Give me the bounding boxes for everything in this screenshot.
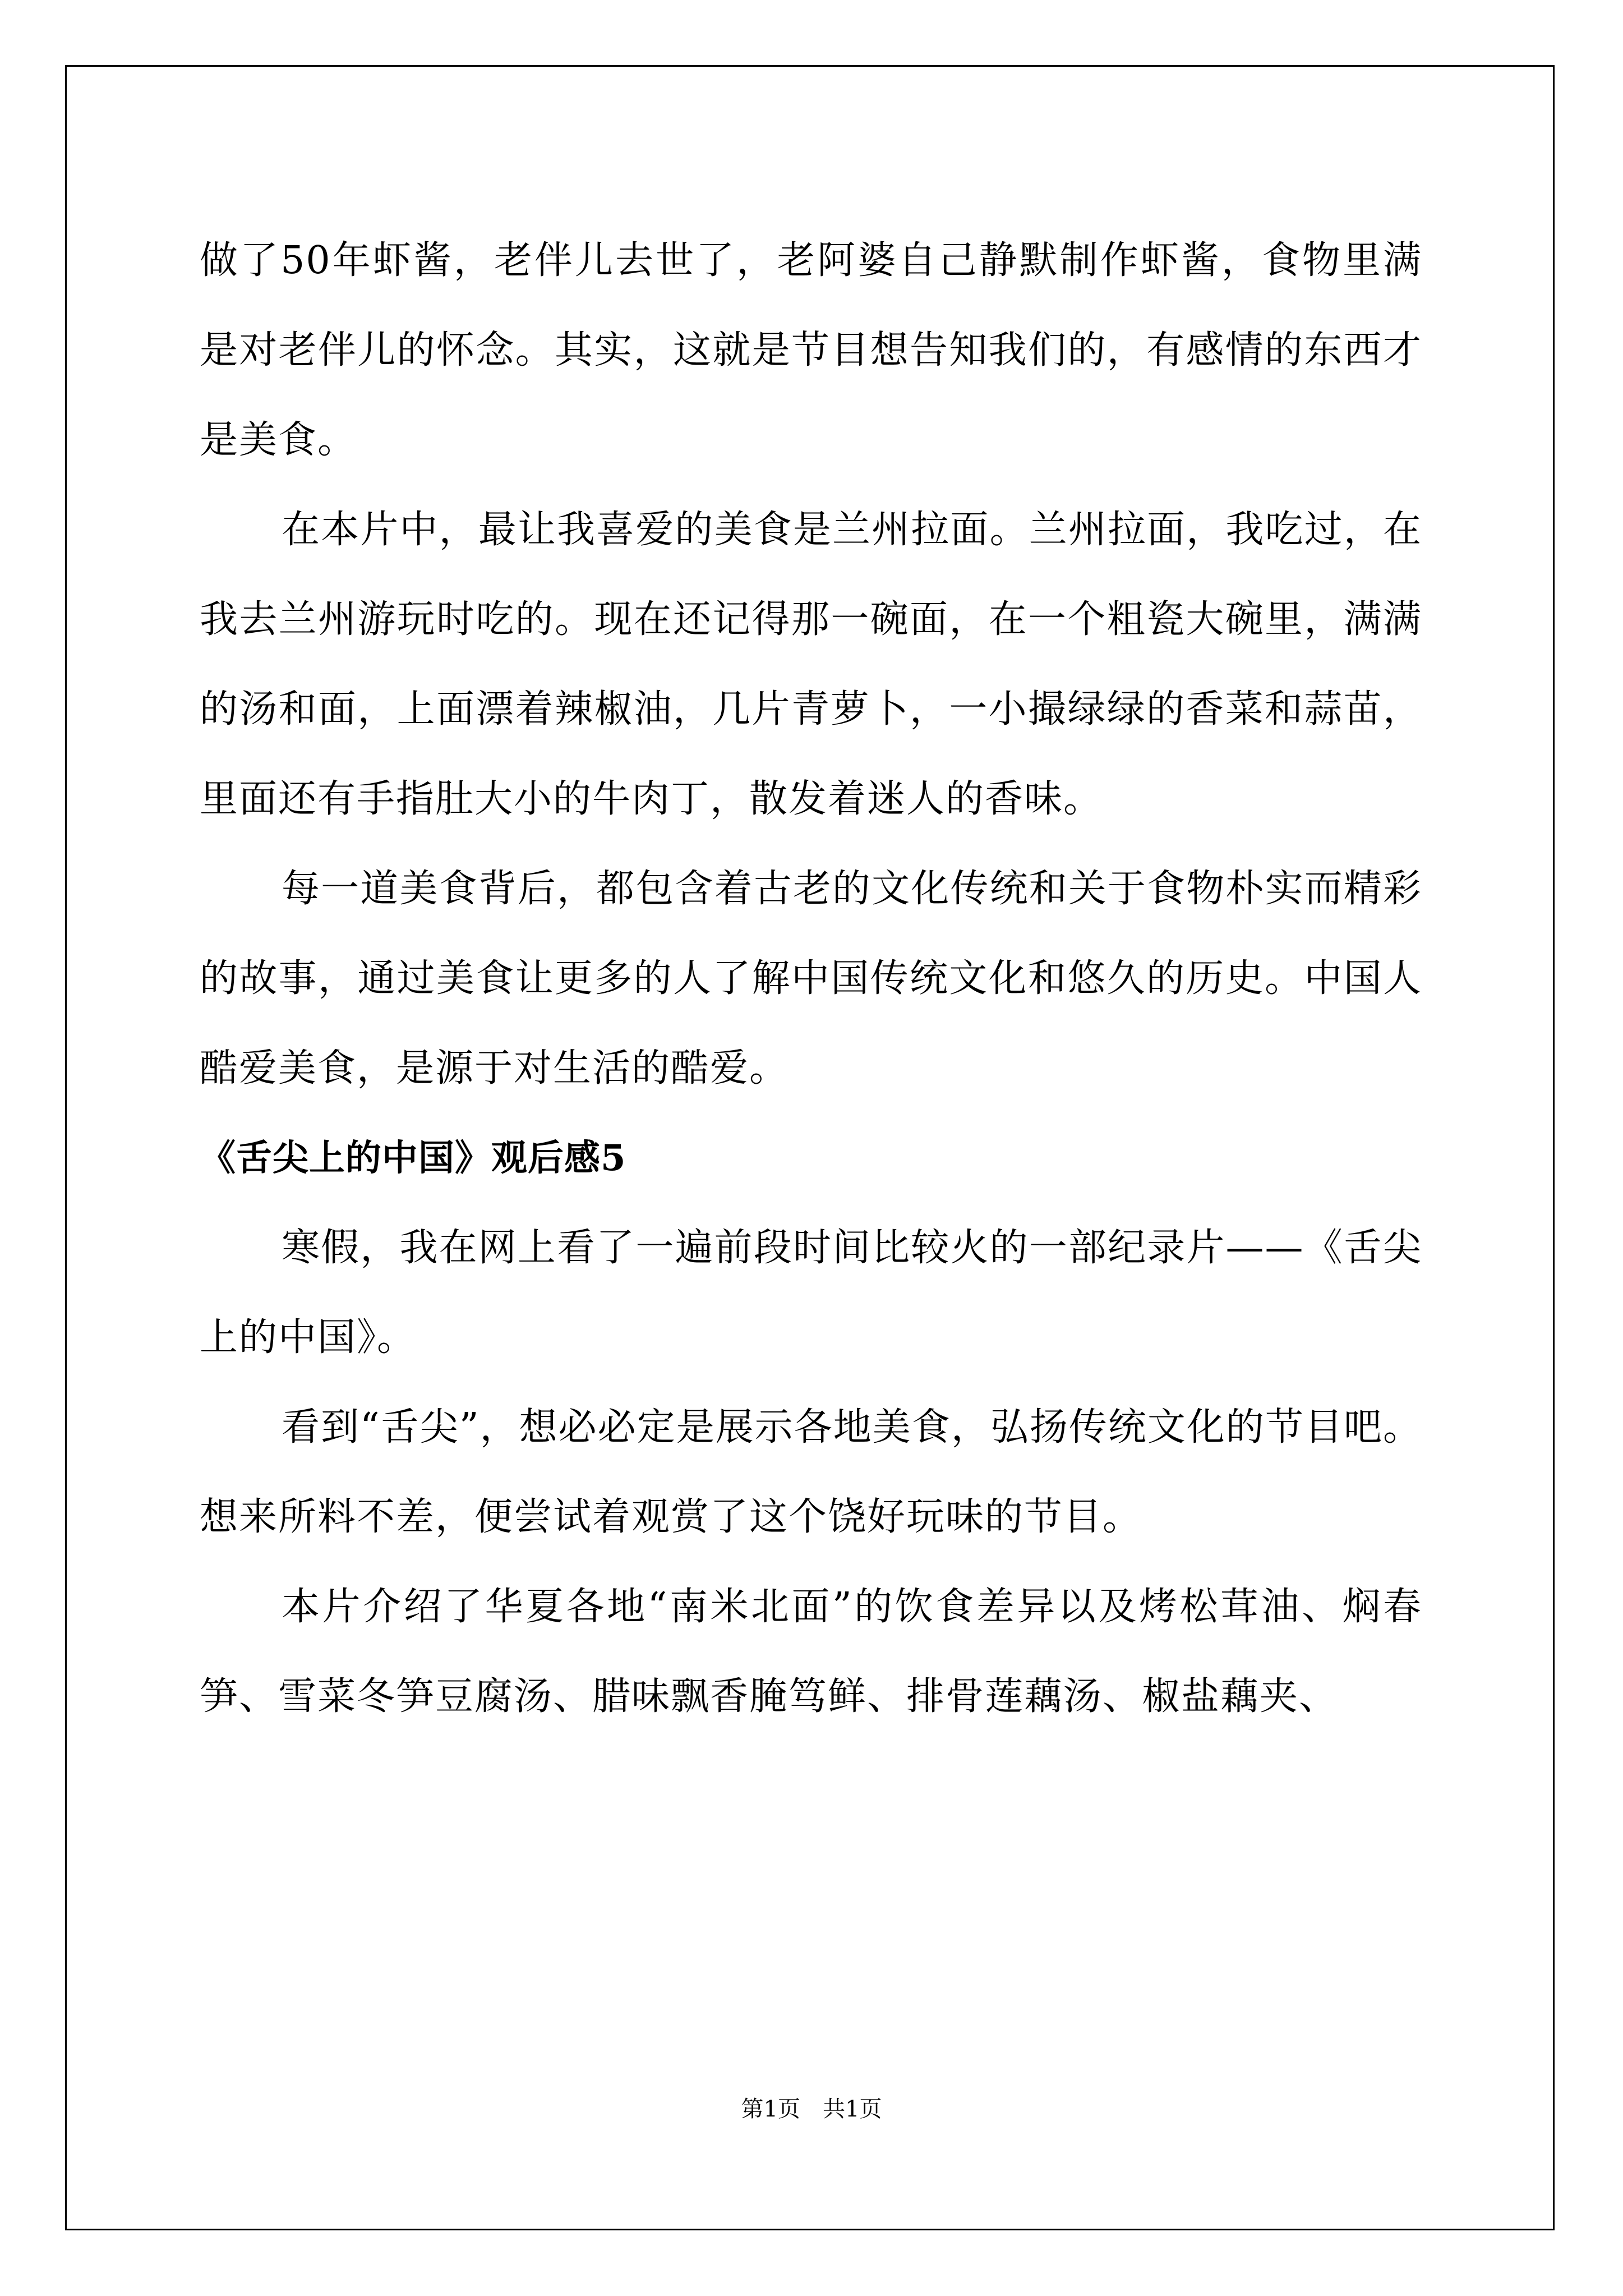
paragraph: 寒假，我在网上看了一遍前段时间比较火的一部纪录片——《舌尖上的中国》。 [200,1226,1422,1360]
section-title: 《舌尖上的中国》观后感5 [200,1137,626,1179]
paragraph: 看到“舌尖”，想必必定是展示各地美食，弘扬传统文化的节目吧。想来所料不差，便尝试着观赏了这个饶好玩味的节目。 [200,1405,1422,1539]
page-number: 第1页 共1页 [741,2096,882,2122]
paragraph: 每一道美食背后，都包含着古老的文化传统和关于食物朴实而精彩的故事，通过美食让更多的人了解中国传统文化和悠久的历史。中国人酷爱美食，是源于对生活的酷爱。 [200,867,1422,1091]
paragraph: 做了50年虾酱，老伴儿去世了，老阿婆自己静默制作虾酱，食物里满是对老伴儿的怀念。其实，这就是节目想告知我们的，有感情的东西才是美食。 [200,238,1422,462]
document-body [200,216,1422,1742]
paragraph: 本片介绍了华夏各地“南米北面”的饮食差异以及烤松茸油、焖春笋、雪菜冬笋豆腐汤、腊味飘香腌笃鲜、排骨莲藕汤、椒盐藕夹、 [200,1585,1422,1719]
paragraph: 在本片中，最让我喜爱的美食是兰州拉面。兰州拉面，我吃过，在我去兰州游玩时吃的。现在还记得那一碗面，在一个粗瓷大碗里，满满的汤和面，上面漂着辣椒油，几片青萝卜，一小撮绿绿的香菜和蒜苗，里面还有手指肚大小的牛肉丁，散发着迷人的香味。 [200,508,1422,821]
